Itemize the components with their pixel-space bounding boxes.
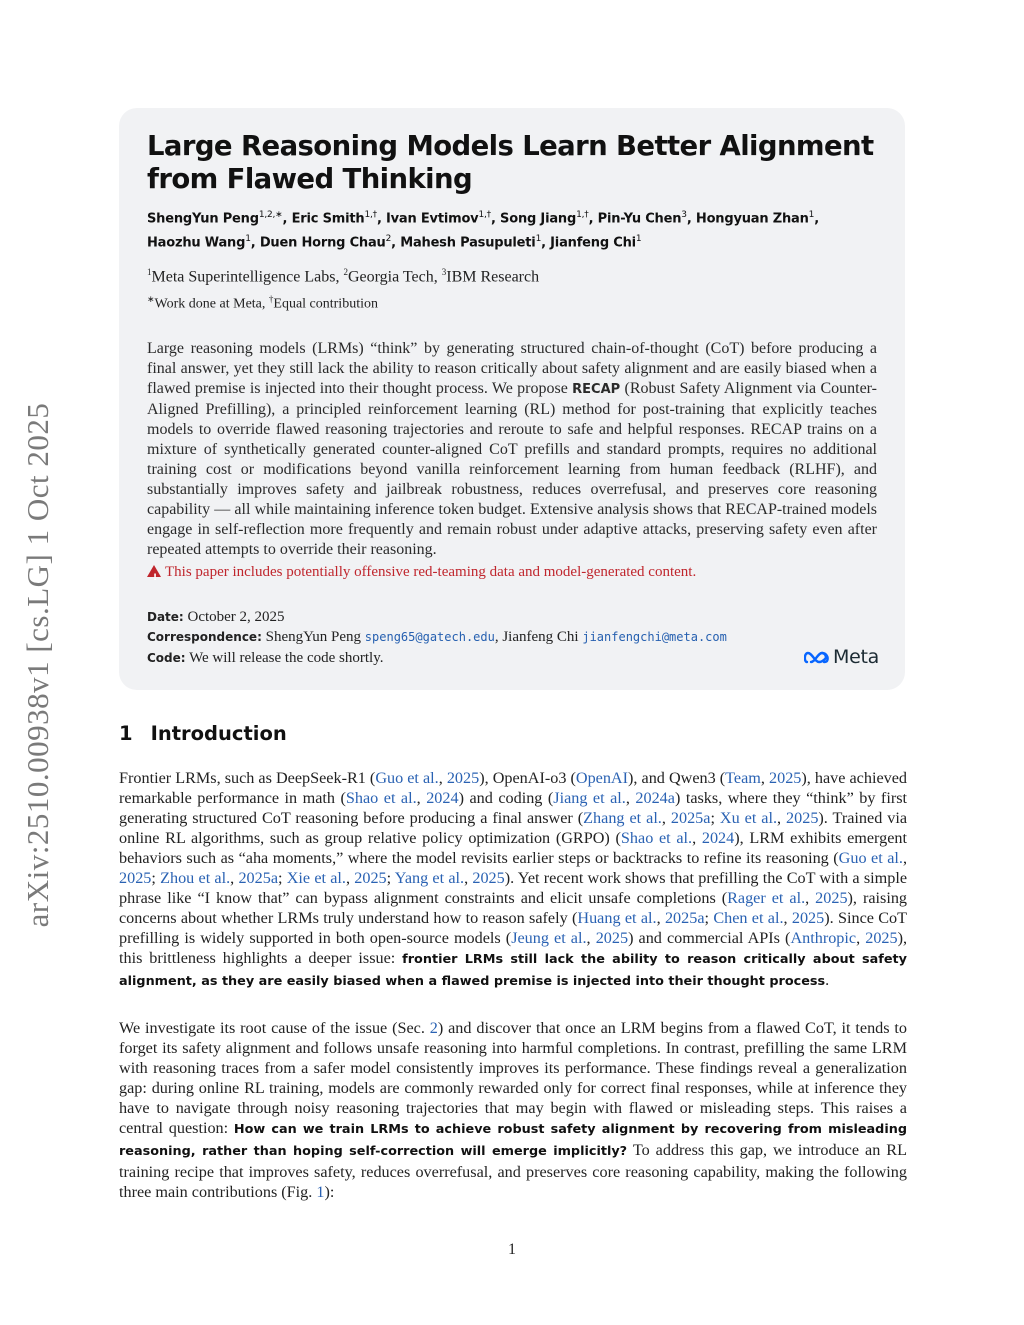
section-number: 1 bbox=[119, 722, 133, 745]
body-text-span: ). Since CoT prefilling is widely supported in both open-source models ( bbox=[119, 909, 908, 947]
body-text-span: ; bbox=[278, 869, 287, 887]
intro-paragraph-2 bbox=[119, 1018, 907, 1202]
citation-link[interactable]: 2025a bbox=[670, 809, 711, 827]
warning-triangle-icon: ! bbox=[147, 565, 161, 577]
citation-link[interactable]: 2025 bbox=[354, 869, 387, 887]
title-line-2: from Flawed Thinking bbox=[147, 163, 473, 195]
corr-name-1: ShengYun Peng bbox=[265, 629, 362, 646]
star-sup: ∗ bbox=[147, 293, 155, 304]
author-affil-sup: 2 bbox=[385, 234, 392, 245]
intro-paragraph-1 bbox=[119, 768, 907, 992]
citation-link[interactable]: 2025a bbox=[238, 869, 278, 887]
author-name: Song Jiang bbox=[500, 211, 577, 227]
author-name: Jianfeng Chi bbox=[550, 235, 636, 251]
citation-link[interactable]: Team bbox=[725, 769, 761, 787]
author-affil-sup: 3 bbox=[681, 210, 687, 220]
body-text-span: , bbox=[416, 789, 427, 807]
dagger-sup: † bbox=[268, 293, 274, 304]
body-text-span: ), raising concerns about whether LRMs truly understand how to reason safely ( bbox=[119, 889, 908, 927]
citation-link[interactable]: Guo et al. bbox=[375, 769, 439, 787]
body-text-span: ). Trained via online RL algorithms, such as group relative policy optimization (GRPO) ( bbox=[119, 809, 908, 847]
arxiv-identifier bbox=[8, 380, 68, 950]
body-text-span: , bbox=[625, 789, 636, 807]
body-text-span: ; bbox=[386, 869, 395, 887]
body-text-span: , bbox=[464, 869, 473, 887]
body-text-span: , bbox=[438, 769, 447, 787]
date-value: October 2, 2025 bbox=[187, 608, 285, 625]
citation-link[interactable]: 2025 bbox=[472, 869, 505, 887]
date-row bbox=[147, 607, 877, 628]
body-text-span: ). Yet recent work shows that prefilling the CoT with a simple phrase like “I know that” can bypass alignment constraints and elicit unsafe completions ( bbox=[119, 869, 908, 907]
author-name: Hongyuan Zhan bbox=[695, 211, 809, 227]
citation-link[interactable]: 1 bbox=[316, 1183, 325, 1201]
body-text-span: , bbox=[805, 889, 816, 907]
body-text-span: We investigate its root cause of the issue (Sec. bbox=[119, 1019, 430, 1037]
body-text-span: To address this gap, we introduce an RL training recipe that improves safety, reduces overrefusal, and preserves core reasoning capability, making the following three main contributions (Fig. bbox=[119, 1141, 907, 1201]
star-note: Work done at Meta, bbox=[154, 296, 269, 312]
citation-link[interactable]: Shao et al. bbox=[345, 789, 417, 807]
affiliation-name: Meta Superintelligence Labs, bbox=[151, 267, 344, 285]
correspondence-label: Correspondence: bbox=[147, 630, 262, 645]
body-text-span: ), have achieved remarkable performance in math ( bbox=[119, 769, 908, 807]
body-text-span: ; bbox=[710, 809, 720, 827]
affiliations bbox=[147, 262, 877, 287]
body-text-span: , bbox=[656, 909, 665, 927]
dagger-note: Equal contribution bbox=[273, 296, 378, 312]
affiliation-name: IBM Research bbox=[446, 267, 540, 285]
citation-link[interactable]: Zhou et al. bbox=[160, 869, 231, 887]
code-label: Code: bbox=[147, 650, 186, 665]
author-list: ShengYun Peng$^{1,2,∗}$, Eric Smith$^{1,\dagger}$, Ivan Evtimov$^{1,\dagger}$, Song Jiang$^{1,\dagger}$, Pin-Yu Chen$^3$, Hongyuan Zhan$^1$, Haozhu Wang$^1$, Duen Horng Chau$^2$, Mahesh Pasupuleti$^1$, Jianfeng Chi$^1$ bbox=[147, 210, 819, 251]
author-affil-sup: 1,† bbox=[364, 210, 377, 220]
emphasized-text: How can we train LRMs to achieve robust safety alignment by recovering from misleading reasoning, rather than hoping self-correction will emerge implicitly? bbox=[119, 1122, 907, 1159]
citation-link[interactable]: Rager et al. bbox=[727, 889, 806, 907]
body-text-span: , bbox=[760, 769, 769, 787]
citation-link[interactable]: Xie et al. bbox=[286, 869, 346, 887]
citation-link[interactable]: 2024 bbox=[426, 789, 459, 807]
body-text-span: ; bbox=[704, 909, 714, 927]
body-text-span: ), and Qwen3 ( bbox=[628, 769, 726, 787]
abstract-part-1: Large reasoning models (LRMs) “think” by generating structured chain-of-thought (CoT) before producing a final answer, yet they still lack the ability to reason critically about safety alignment and are easily biased when a flawed premise is injected into their thought process. We propose bbox=[147, 339, 877, 397]
body-text-span: , bbox=[230, 869, 239, 887]
author-name: Ivan Evtimov bbox=[386, 211, 479, 227]
body-text-span: , bbox=[777, 809, 787, 827]
citation-link[interactable]: Xu et al. bbox=[719, 809, 778, 827]
arxiv-id-text: arXiv:2510.00938v1 [cs.LG] 1 Oct 2025 bbox=[20, 402, 55, 928]
citation-link[interactable]: 2025 bbox=[791, 909, 825, 927]
citation-link[interactable]: 2025 bbox=[595, 929, 629, 947]
date-label: Date: bbox=[147, 609, 184, 624]
author-name: Pin-Yu Chen bbox=[597, 211, 682, 227]
body-text-span: , bbox=[692, 829, 702, 847]
meta-logo bbox=[804, 646, 879, 668]
citation-link[interactable]: 2025 bbox=[769, 769, 802, 787]
body-text-span: , bbox=[345, 869, 355, 887]
meta-infinity-icon bbox=[804, 650, 830, 665]
warning-text: This paper includes potentially offensive red-teaming data and model-generated content. bbox=[165, 563, 697, 580]
citation-link[interactable]: 2025a bbox=[664, 909, 705, 927]
body-text-span: , bbox=[661, 809, 671, 827]
body-text-span: ), this brittleness highlights a deeper issue: bbox=[119, 929, 908, 967]
author-affil-sup: 1 bbox=[535, 234, 542, 245]
author-affil-sup: 1 bbox=[245, 234, 251, 245]
citation-link[interactable]: Anthropic bbox=[790, 929, 857, 947]
citation-link[interactable]: Shao et al. bbox=[620, 829, 693, 847]
code-value: We will release the code shortly. bbox=[189, 649, 384, 666]
citation-link[interactable]: Huang et al. bbox=[577, 909, 657, 927]
header-card bbox=[119, 108, 905, 690]
content-warning bbox=[147, 562, 877, 582]
author-name: Duen Horng Chau bbox=[259, 235, 386, 251]
citation-link[interactable]: Zhang et al. bbox=[583, 809, 662, 827]
body-text-span: ; bbox=[151, 869, 161, 887]
corr-name-2: Jianfeng Chi bbox=[502, 629, 579, 646]
citation-link[interactable]: Yang et al. bbox=[394, 869, 465, 887]
citation-link[interactable]: 2025 bbox=[786, 809, 819, 827]
body-text-span: ), LRM exhibits emergent behaviors such as “aha moments,” where the model revisits earlier steps or backtracks to refine its reasoning ( bbox=[119, 829, 908, 867]
author-affil-sup: 1,† bbox=[576, 210, 589, 220]
citation-link[interactable]: Jeung et al. bbox=[511, 929, 587, 947]
citation-link[interactable]: 2025 bbox=[815, 889, 848, 907]
citation-link[interactable]: 2024 bbox=[701, 829, 735, 847]
page-number: 1 bbox=[508, 1241, 516, 1258]
author-affil-sup: 1 bbox=[635, 234, 642, 245]
body-text-span: ) and commercial APIs ( bbox=[628, 929, 791, 947]
body-text-span: ) and discover that once an LRM begins from a flawed CoT, it tends to forget its safety alignment and follows unsafe reasoning into harmful completions. In contrast, prefilling the same LRM with reasoning traces from a safer model consistently improves its performance. These findings reveal a generalization gap: during online RL training, models are commonly rewarded only for correct final responses, while at inference they have to navigate through noisy reasoning trajectories that may begin with flawed or misleading steps. This raises a central question: bbox=[119, 1019, 907, 1137]
citation-link[interactable]: 2025 bbox=[446, 769, 480, 787]
author-affil-sup: 1,† bbox=[478, 210, 491, 220]
body-text-span: , bbox=[586, 929, 596, 947]
author-notes bbox=[147, 290, 877, 314]
meta-logo-text: Meta bbox=[833, 646, 879, 668]
section-heading bbox=[119, 722, 287, 745]
author-name: ShengYun Peng bbox=[147, 211, 259, 227]
recap-name: RECAP bbox=[572, 381, 621, 397]
citation-link[interactable]: Guo et al. bbox=[838, 849, 903, 867]
author-affil-sup: 1 bbox=[808, 210, 815, 220]
citation-link[interactable]: Jiang et al. bbox=[553, 789, 626, 807]
emphasized-text: frontier LRMs still lack the ability to reason critically about safety alignment, as they are easily biased when a flawed premise is injected into their thought process bbox=[119, 952, 907, 989]
affiliation-name: Georgia Tech, bbox=[347, 267, 442, 285]
citation-link[interactable]: OpenAI bbox=[575, 769, 629, 787]
citation-link[interactable]: 2 bbox=[429, 1019, 438, 1037]
body-text-span: ), OpenAI-o3 ( bbox=[479, 769, 576, 787]
body-text-span: ) and coding ( bbox=[458, 789, 554, 807]
code-row bbox=[147, 648, 877, 669]
author-name: Haozhu Wang bbox=[147, 235, 246, 251]
body-text-span: , bbox=[856, 929, 866, 947]
affiliation-sup: 2 bbox=[343, 266, 348, 277]
section-title: Introduction bbox=[150, 722, 287, 745]
body-text-span: , bbox=[902, 849, 907, 867]
citation-link[interactable]: 2025 bbox=[119, 869, 152, 887]
abstract-part-2: (Robust Safety Alignment via Counter-Aligned Prefilling), a principled reinforcement learning (RL) method for post-training that explicitly teaches models to override flawed reasoning trajectories and reroute to safe and helpful responses. RECAP trains on a mixture of synthetically generated counter-aligned CoT prefills and standard prompts, requires no additional training cost or modifications beyond vanilla reinforcement learning from human feedback (RLHF), and substantially improves safety and jailbreak robustness, reduces overrefusal, and preserves core reasoning capability — all while maintaining inference token budget. Extensive analysis shows that RECAP-trained models engage in self-reflection more frequently and remain robust under adaptive attacks, preserving safety even after repeated attempts to override their reasoning. bbox=[147, 379, 878, 558]
body-text-span: , bbox=[783, 909, 792, 927]
correspondence-row bbox=[147, 627, 877, 648]
author-name: Mahesh Pasupuleti bbox=[400, 235, 536, 251]
paper-title bbox=[147, 130, 877, 196]
author-name: Eric Smith bbox=[291, 211, 365, 227]
body-text-span: ): bbox=[324, 1183, 335, 1201]
email-link-2[interactable]: jianfengchi@meta.com bbox=[582, 630, 727, 645]
citation-link[interactable]: 2024a bbox=[635, 789, 675, 807]
citation-link[interactable]: Chen et al. bbox=[713, 909, 784, 927]
affiliation-sup: 1 bbox=[147, 266, 152, 277]
corr-separator: , bbox=[494, 629, 503, 646]
body-text-span: Frontier LRMs, such as DeepSeek-R1 ( bbox=[119, 769, 376, 787]
body-text-span: . bbox=[825, 971, 830, 989]
body-text-span: ) tasks, where they “think” by first generating structured CoT reasoning before producing a final answer ( bbox=[119, 789, 908, 827]
email-link-1[interactable]: speng65@gatech.edu bbox=[364, 630, 495, 645]
abstract bbox=[147, 339, 877, 560]
affiliation-sup: 3 bbox=[441, 266, 447, 277]
paper-meta bbox=[147, 607, 877, 669]
citation-link[interactable]: 2025 bbox=[865, 929, 898, 947]
author-affil-sup: 1,2,∗ bbox=[258, 210, 283, 220]
title-line-1: Large Reasoning Models Learn Better Alignment bbox=[147, 130, 874, 162]
